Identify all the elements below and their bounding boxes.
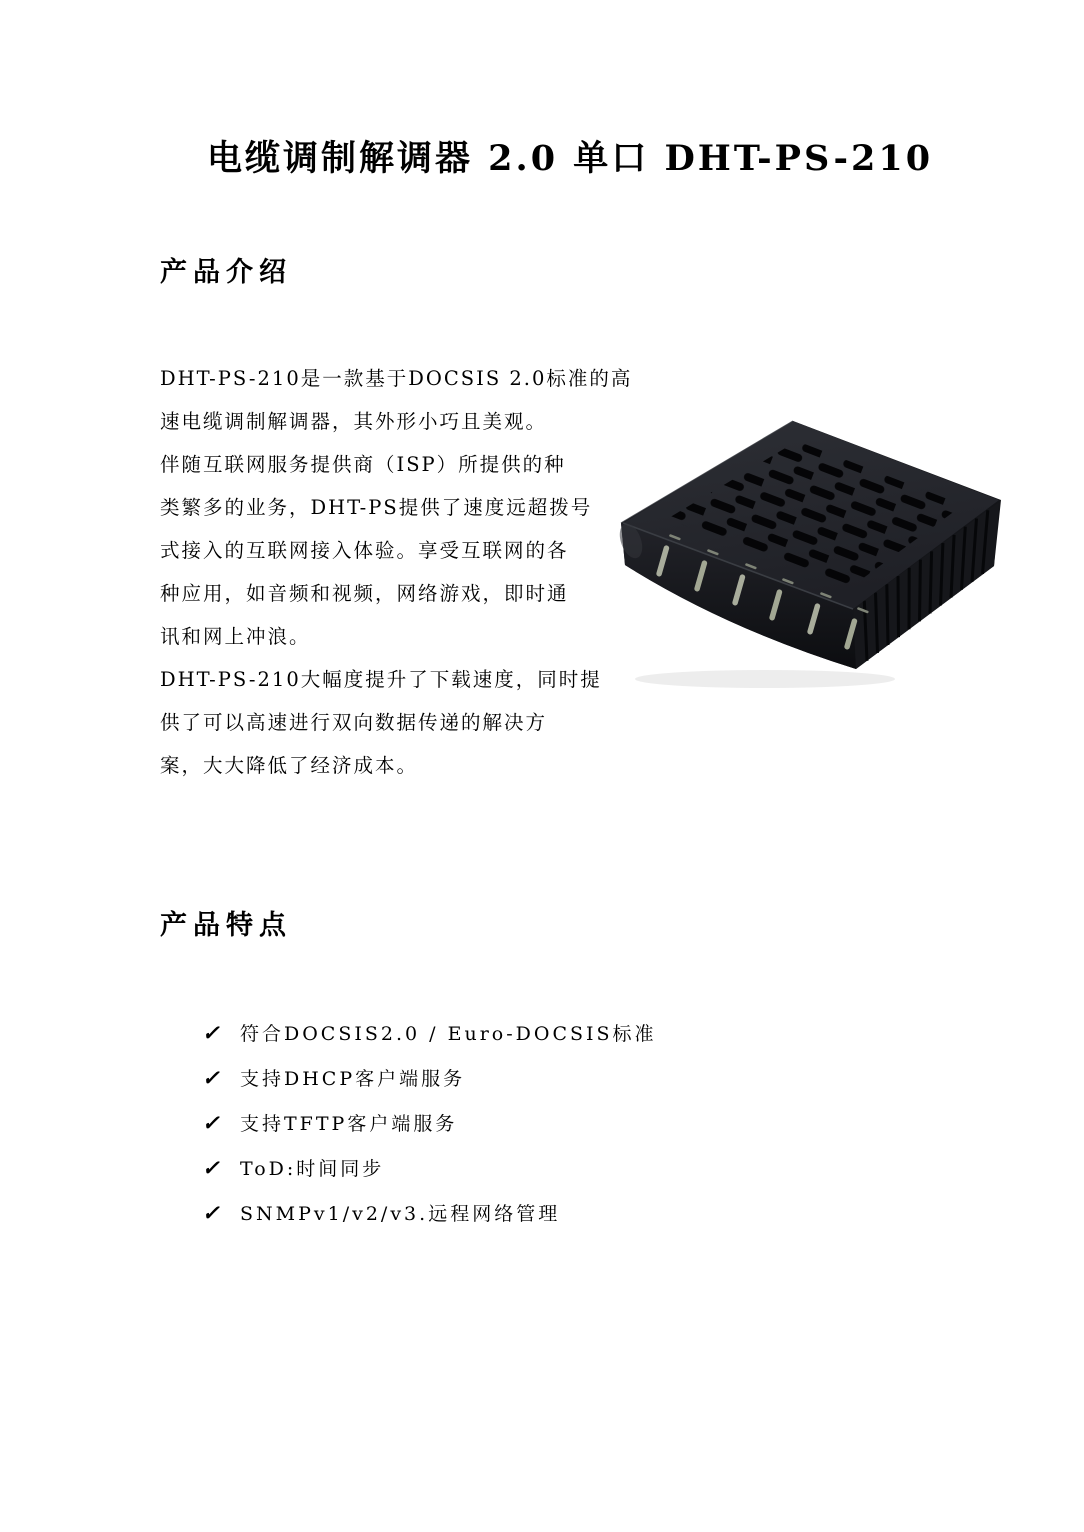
modem-shadow bbox=[635, 670, 895, 688]
check-icon: ✓ bbox=[202, 1065, 220, 1090]
body-line: 伴随互联网服务提供商（ISP）所提供的种 bbox=[160, 453, 566, 476]
feature-item bbox=[202, 1191, 657, 1236]
feature-label: 支持TFTP客户端服务 bbox=[240, 1113, 458, 1135]
check-icon: ✓ bbox=[202, 1155, 220, 1180]
product-photo bbox=[605, 403, 1015, 698]
feature-label: SNMPv1/v2/v3.远程网络管理 bbox=[240, 1203, 561, 1225]
feature-label: 支持DHCP客户端服务 bbox=[240, 1068, 466, 1090]
document-title: 电缆调制解调器 2.0 单口 DHT-PS-210 bbox=[207, 138, 934, 179]
body-line: 讯和网上冲浪。 bbox=[160, 625, 311, 648]
intro-paragraphs bbox=[160, 357, 633, 787]
body-line: 速电缆调制解调器，其外形小巧且美观。 bbox=[160, 410, 548, 433]
body-line: 式接入的互联网接入体验。享受互联网的各 bbox=[160, 539, 569, 562]
check-icon: ✓ bbox=[202, 1020, 220, 1045]
modem-illustration bbox=[605, 403, 1015, 698]
feature-label: ToD:时间同步 bbox=[240, 1158, 385, 1180]
feature-item bbox=[202, 1146, 657, 1191]
body-line: 种应用，如音频和视频，网络游戏，即时通 bbox=[160, 582, 569, 605]
body-line: 供了可以高速进行双向数据传递的解决方 bbox=[160, 711, 548, 734]
feature-item bbox=[202, 1011, 657, 1056]
feature-item bbox=[202, 1101, 657, 1146]
intro-heading: 产品介绍 bbox=[160, 257, 292, 288]
check-icon: ✓ bbox=[202, 1200, 220, 1225]
body-line: DHT-PS-210大幅度提升了下载速度，同时提 bbox=[160, 668, 602, 691]
feature-label: 符合DOCSIS2.0 / Euro-DOCSIS标准 bbox=[240, 1023, 657, 1045]
body-line: DHT-PS-210是一款基于DOCSIS 2.0标准的高 bbox=[160, 367, 633, 390]
features-heading: 产品特点 bbox=[160, 910, 292, 941]
check-icon: ✓ bbox=[202, 1110, 220, 1135]
feature-item bbox=[202, 1056, 657, 1101]
body-line: 类繁多的业务，DHT-PS提供了速度远超拨号 bbox=[160, 496, 593, 519]
body-line: 案，大大降低了经济成本。 bbox=[160, 754, 419, 777]
feature-list bbox=[202, 1011, 657, 1236]
